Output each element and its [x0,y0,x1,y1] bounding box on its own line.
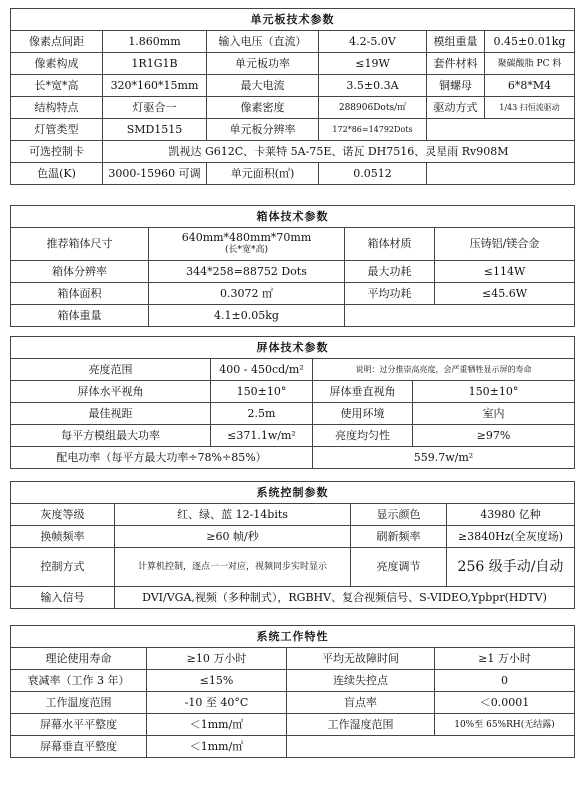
label-horizontal-angle: 屏体水平视角 [11,381,211,403]
value-copper-nut: 6*8*M4 [485,75,575,97]
table-row [11,305,575,327]
label-continuous-failure: 连续失控点 [287,670,435,692]
table-row [11,359,575,381]
value-operating-temperature: -10 至 40°C [147,692,287,714]
cabinet-size-note: (长*宽*高) [224,245,269,255]
value-brightness: 400 - 450cd/m² [211,359,313,381]
label-control-mode: 控制方式 [11,548,115,587]
value-kit-material: 聚碳酸脂 PC 料 [485,53,575,75]
label-pixel-pitch: 像素点间距 [11,31,103,53]
section-title-cabinet: 箱体技术参数 [11,206,575,228]
label-brightness-adjust: 亮度调节 [351,548,447,587]
value-decay-rate: ≤15% [147,670,287,692]
value-brightness-adjust: 256 级手动/自动 [447,548,575,587]
value-grayscale: 红、绿、蓝 12-14bits [115,504,351,526]
system-operation-table [10,625,575,758]
label-unit-area: 单元面积(㎡) [207,163,319,185]
label-frame-rate: 换帧频率 [11,526,115,548]
screen-spec-table [10,336,575,469]
value-continuous-failure: 0 [435,670,575,692]
label-board-power: 单元板功率 [207,53,319,75]
value-module-weight: 0.45±0.01kg [485,31,575,53]
empty-cell [287,736,575,758]
label-led-type: 灯管类型 [11,119,103,141]
value-vertical-angle: 150±10° [413,381,575,403]
label-input-voltage: 输入电压（直流） [207,31,319,53]
value-distribution-power: 559.7w/m² [313,447,575,469]
label-viewing-distance: 最佳视距 [11,403,211,425]
table-row [11,736,575,758]
section-title-unit-board: 单元板技术参数 [11,9,575,31]
value-cabinet-size [149,228,345,261]
system-control-table [10,481,575,609]
table-row [11,526,575,548]
value-cabinet-weight: 4.1±0.05kg [149,305,345,327]
label-copper-nut: 铜螺母 [427,75,485,97]
label-operating-temperature: 工作温度范围 [11,692,147,714]
value-max-current: 3.5±0.3A [319,75,427,97]
table-row [11,75,575,97]
label-decay-rate: 衰减率（工作 3 年） [11,670,147,692]
cabinet-size-dimensions: 640mm*480mm*70mm [181,231,312,244]
value-cabinet-resolution: 344*258=88752 Dots [149,261,345,283]
value-color-temperature: 3000-15960 可调 [103,163,207,185]
value-board-power: ≤19W [319,53,427,75]
label-horizontal-flatness: 屏幕水平平整度 [11,714,147,736]
label-color-temperature: 色温(K) [11,163,103,185]
label-board-resolution: 单元板分辨率 [207,119,319,141]
label-control-card: 可选控制卡 [11,141,103,163]
value-frame-rate: ≥60 帧/秒 [115,526,351,548]
label-environment: 使用环境 [313,403,413,425]
value-horizontal-flatness: ＜1mm/㎡ [147,714,287,736]
value-module-max-power: ≤371.1w/m² [211,425,313,447]
value-avg-power: ≤45.6W [435,283,575,305]
label-distribution-power: 配电功率（每平方最大功率÷78%÷85%） [11,447,313,469]
value-cabinet-area: 0.3072 ㎡ [149,283,345,305]
value-cabinet-material: 压铸铝/镁合金 [435,228,575,261]
label-cabinet-area: 箱体面积 [11,283,149,305]
label-cabinet-material: 箱体材质 [345,228,435,261]
table-row [11,53,575,75]
section-title-operation: 系统工作特性 [11,626,575,648]
value-structure: 灯驱合一 [103,97,207,119]
value-led-type: SMD1515 [103,119,207,141]
label-brightness: 亮度范围 [11,359,211,381]
label-refresh-rate: 刷新频率 [351,526,447,548]
label-pixel-density: 像素密度 [207,97,319,119]
value-max-power: ≤114W [435,261,575,283]
label-display-colors: 显示颜色 [351,504,447,526]
value-pixel-pitch: 1.860mm [103,31,207,53]
value-environment: 室内 [413,403,575,425]
value-board-resolution: 172*86=14792Dots [319,119,427,141]
value-blind-spot-rate: ＜0.0001 [435,692,575,714]
table-row [11,670,575,692]
section-title-screen: 屏体技术参数 [11,337,575,359]
label-cabinet-weight: 箱体重量 [11,305,149,327]
value-display-colors: 43980 亿种 [447,504,575,526]
cabinet-spec-table [10,205,575,327]
label-vertical-angle: 屏体垂直视角 [313,381,413,403]
label-vertical-flatness: 屏幕垂直平整度 [11,736,147,758]
value-control-mode: 计算机控制，逐点一一对应，视频同步实时显示 [115,548,351,587]
table-row [11,261,575,283]
table-row [11,425,575,447]
value-horizontal-angle: 150±10° [211,381,313,403]
value-humidity-range: 10%至 65%RH(无结露) [435,714,575,736]
table-row [11,31,575,53]
label-lifespan: 理论使用寿命 [11,648,147,670]
value-input-signal: DVI/VGA,视频（多种制式），RGBHV、复合视频信号、S-VIDEO,Ypbpr(HDTV) [115,587,575,609]
table-row [11,504,575,526]
label-structure: 结构特点 [11,97,103,119]
value-refresh-rate: ≥3840Hz(全灰度场) [447,526,575,548]
value-lifespan: ≥10 万小时 [147,648,287,670]
table-row [11,228,575,261]
table-row [11,283,575,305]
table-row [11,548,575,587]
empty-cell [427,119,575,141]
label-blind-spot-rate: 盲点率 [287,692,435,714]
label-module-max-power: 每平方模组最大功率 [11,425,211,447]
value-drive-mode: 1/43 扫恒流驱动 [485,97,575,119]
unit-board-spec-table [10,8,575,185]
label-input-signal: 输入信号 [11,587,115,609]
table-row [11,714,575,736]
label-pixel-composition: 像素构成 [11,53,103,75]
value-unit-area: 0.0512 [319,163,427,185]
value-control-card: 凯视达 G612C、卡莱特 5A-75E、诺瓦 DH7516、灵星雨 Rv908M [103,141,575,163]
value-pixel-density: 288906Dots/㎡ [319,97,427,119]
section-title-control: 系统控制参数 [11,482,575,504]
empty-cell [345,305,575,327]
label-max-current: 最大电流 [207,75,319,97]
value-pixel-composition: 1R1G1B [103,53,207,75]
table-row [11,381,575,403]
label-drive-mode: 驱动方式 [427,97,485,119]
value-mtbf: ≥1 万小时 [435,648,575,670]
label-dimensions: 长*宽*高 [11,75,103,97]
label-module-weight: 模组重量 [427,31,485,53]
value-dimensions: 320*160*15mm [103,75,207,97]
value-input-voltage: 4.2-5.0V [319,31,427,53]
label-grayscale: 灰度等级 [11,504,115,526]
label-cabinet-size: 推荐箱体尺寸 [11,228,149,261]
table-row [11,119,575,141]
table-row [11,97,575,119]
table-row [11,163,575,185]
label-mtbf: 平均无故障时间 [287,648,435,670]
table-row [11,692,575,714]
value-vertical-flatness: ＜1mm/㎡ [147,736,287,758]
label-avg-power: 平均功耗 [345,283,435,305]
table-row [11,403,575,425]
label-cabinet-resolution: 箱体分辨率 [11,261,149,283]
table-row [11,141,575,163]
brightness-note: 说明：过分推崇高亮度，会严重牺牲显示屏的寿命 [313,359,575,381]
label-humidity-range: 工作湿度范围 [287,714,435,736]
empty-cell [427,163,575,185]
table-row [11,648,575,670]
label-brightness-uniformity: 亮度均匀性 [313,425,413,447]
table-row [11,447,575,469]
label-max-power: 最大功耗 [345,261,435,283]
value-brightness-uniformity: ≥97% [413,425,575,447]
value-viewing-distance: 2.5m [211,403,313,425]
label-kit-material: 套件材料 [427,53,485,75]
table-row [11,587,575,609]
